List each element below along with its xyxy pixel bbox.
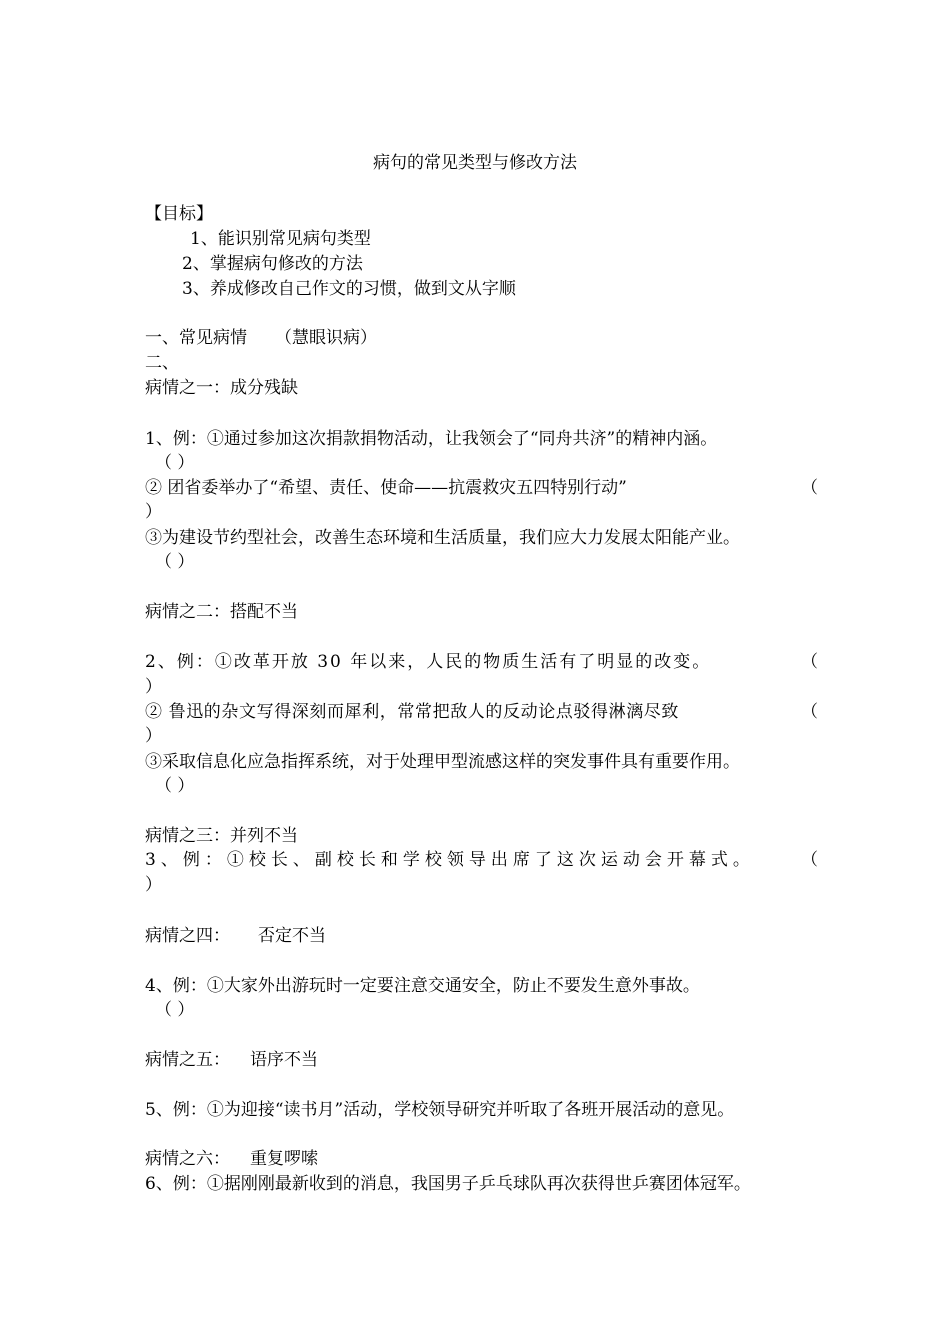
case-1-example-1-blank: （ ） <box>155 453 195 473</box>
case-1-example-3-blank: （ ） <box>155 552 195 572</box>
case-6-heading-line <box>145 1147 818 1171</box>
goal-item-2: 2、掌握病句修改的方法 <box>182 254 363 274</box>
case-2-example-1: 2、例：①改革开放 30 年以来，人民的物质生活有了明显的改变。 <box>145 652 712 672</box>
case-2-example-3-blank: （ ） <box>155 776 195 796</box>
document-title: 病句的常见类型与修改方法 <box>373 153 577 173</box>
case-5-example-1: 5、例：①为迎接“读书月”活动，学校领导研究并听取了各班开展活动的意见。 <box>145 1100 735 1120</box>
section-one-heading <box>145 326 818 350</box>
case-4-type: 否定不当 <box>258 926 326 946</box>
section-one-note: （慧眼识病） <box>275 328 377 348</box>
case-6-type: 重复啰嗦 <box>250 1149 318 1169</box>
case-6-example-1: 6、例：①据刚刚最新收到的消息，我国男子乒乓球队再次获得世乒赛团体冠军。 <box>145 1174 751 1194</box>
case-2-example-1-open-paren: （ <box>801 652 818 672</box>
case-1-heading: 病情之一：成分残缺 <box>145 378 298 398</box>
case-5-heading: 病情之五： <box>145 1050 230 1070</box>
case-3-example-1-line <box>145 848 818 872</box>
case-3-example-1-close-paren: ） <box>145 875 162 895</box>
case-3-example-1-open-paren: （ <box>801 850 818 870</box>
case-2-example-3: ③采取信息化应急指挥系统，对于处理甲型流感这样的突发事件具有重要作用。 <box>145 752 740 772</box>
case-4-example-1-blank: （ ） <box>155 1000 195 1020</box>
case-4-heading: 病情之四： <box>145 926 230 946</box>
case-5-type: 语序不当 <box>250 1050 318 1070</box>
case-2-example-2-line <box>145 700 818 724</box>
case-3-example-1: 3、例：①校长、副校长和学校领导出席了这次运动会开幕式。 <box>145 850 755 870</box>
case-1-example-2: ② 团省委举办了“希望、责任、使命——抗震救灾五四特别行动” <box>145 478 627 498</box>
case-1-example-2-close-paren: ） <box>145 502 162 522</box>
case-5-heading-line <box>145 1048 818 1072</box>
goal-item-1: 1、能识别常见病句类型 <box>190 229 371 249</box>
case-2-heading: 病情之二：搭配不当 <box>145 602 298 622</box>
section-two-marker: 二、 <box>145 353 179 373</box>
case-4-example-1: 4、例：①大家外出游玩时一定要注意交通安全，防止不要发生意外事故。 <box>145 976 700 996</box>
case-2-example-1-line <box>145 650 818 674</box>
section-one-label: 一、常见病情 <box>145 328 247 348</box>
case-1-example-2-line <box>145 476 818 500</box>
goal-item-3: 3、养成修改自己作文的习惯，做到文从字顺 <box>182 279 516 299</box>
case-2-example-1-close-paren: ） <box>145 677 162 697</box>
case-6-heading: 病情之六： <box>145 1149 230 1169</box>
case-1-example-2-open-paren: （ <box>801 478 818 498</box>
case-1-example-1: 1、例：①通过参加这次捐款捐物活动，让我领会了“同舟共济”的精神内涵。 <box>145 429 718 449</box>
case-2-example-2-close-paren: ） <box>145 726 162 746</box>
goals-heading: 【目标】 <box>145 204 213 224</box>
case-3-heading: 病情之三：并列不当 <box>145 826 298 846</box>
case-1-example-3: ③为建设节约型社会，改善生态环境和生活质量，我们应大力发展太阳能产业。 <box>145 528 740 548</box>
case-4-heading-line <box>145 924 818 948</box>
case-2-example-2-open-paren: （ <box>801 702 818 722</box>
case-2-example-2: ② 鲁迅的杂文写得深刻而犀利，常常把敌人的反动论点驳得淋漓尽致 <box>145 702 680 722</box>
